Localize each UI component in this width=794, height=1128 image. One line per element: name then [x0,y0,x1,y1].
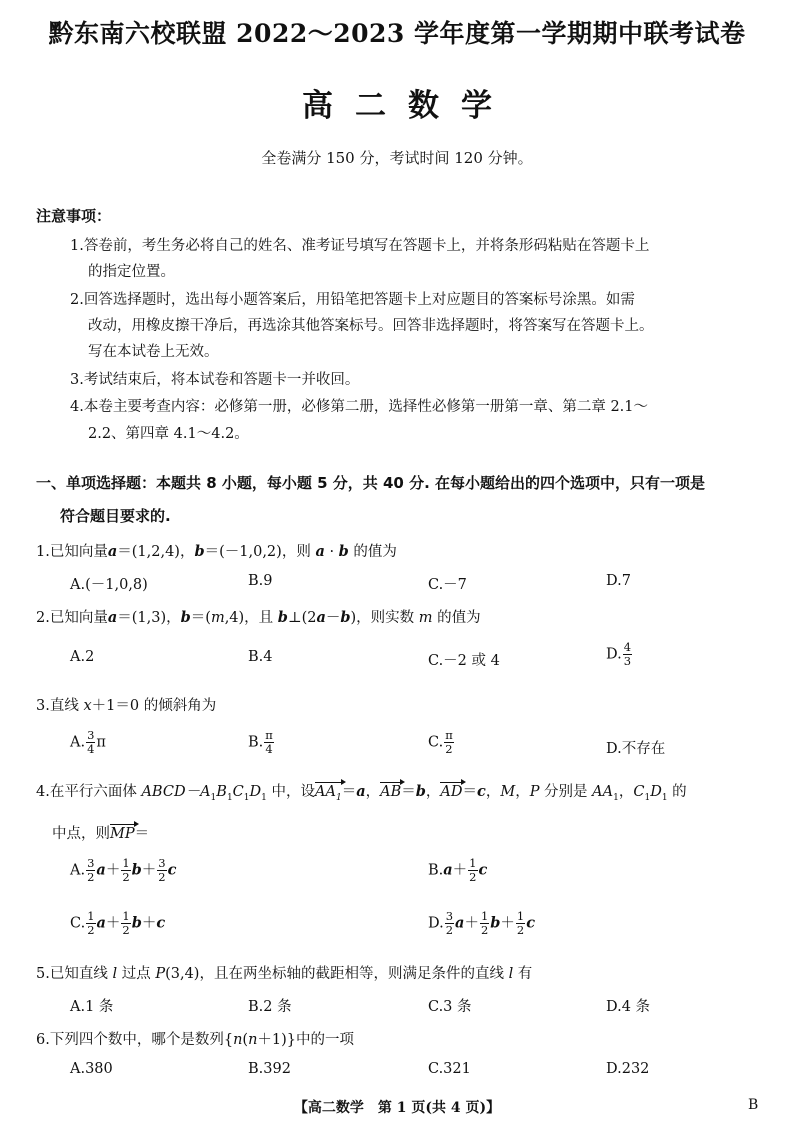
fraction-denominator: 4 [265,742,273,756]
point-M: M [500,784,516,800]
exam-info: 全卷满分 150 分，考试时间 120 分钟。 [261,149,533,167]
segment-C1D1: D [650,784,662,800]
plus-sign: ＋ [141,915,157,932]
subscript: 1 [261,792,267,803]
fraction-numerator: 1 [480,909,489,923]
fraction-denominator: 4 [87,742,95,756]
q4-option-d[interactable] [428,910,535,937]
plus-sign: ＋ [105,915,121,932]
plus-sign: ＋ [141,862,157,879]
vec-c: c [526,914,536,932]
question-1-stem [36,540,397,561]
q1-text: ＝(1,2,4)， [117,544,195,560]
exam-title: 黔东南六校联盟 2022～2023 学年度第一学期期中联考试卷 [48,19,746,48]
q5-option-a[interactable]: A.1 条 [70,999,114,1015]
fraction-denominator: 2 [87,923,95,937]
vec-b: b [131,861,142,879]
q5-option-c[interactable]: C.3 条 [428,999,472,1015]
fraction-numerator: π [265,728,273,742]
q4-vec-b: b [415,783,426,800]
option-label: C. [70,915,86,932]
fraction-denominator: 2 [445,742,453,756]
fraction [516,910,525,937]
vec-c: c [156,914,166,932]
q6-option-c[interactable]: C.321 [428,1061,471,1077]
q1-text: 的值为 [348,544,397,560]
question-3-stem [36,694,216,715]
subscript: 1 [613,792,619,803]
q1-text: 1.已知向量 [36,544,108,560]
plus-sign: ＋ [105,862,121,879]
option-label: D. [428,915,444,932]
q4-text: 中点，则 [52,826,110,842]
subscript: 1 [210,792,217,803]
point-P: P [155,966,166,982]
q2-text: 2.已知向量 [36,610,108,626]
fraction-numerator: 3 [87,728,95,742]
fraction-numerator: 1 [469,856,477,870]
section-heading: 一、单项选择题：本题共 8 小题，每小题 5 分，共 40 分. 在每小题给出的四个选项中，只有一项是 [36,474,706,492]
vec-a: a [455,914,465,932]
notice-line: 2.回答选择题时，选出每小题答案后，用铅笔把答题卡上对应题目的答案标号涂黑。如需 [70,292,635,308]
q4-option-b[interactable] [428,857,487,884]
q1-option-c[interactable]: C.－7 [428,577,467,593]
vec-c: c [167,861,177,879]
q1-option-b[interactable]: B.9 [248,573,273,589]
subscript: 1 [661,792,668,803]
q2-option-a[interactable]: A.2 [70,649,95,665]
page-footer: 【高二数学 第 1 页(共 4 页)】 [293,1100,501,1116]
vector-MP: MP [110,826,135,842]
notice-line: 2.2、第四章 4.1～4.2。 [88,426,249,442]
subscript: 1 [243,792,250,803]
fraction-numerator: 1 [122,856,130,870]
fraction-denominator: 2 [480,923,489,937]
fraction [445,910,454,937]
version-label: B [748,1097,759,1113]
line-l: l [508,966,514,982]
q4-solid: B [216,784,227,800]
q2-var-m: m [210,610,225,626]
q5-text: 有 [513,966,533,982]
fraction-numerator: 1 [87,909,95,923]
question-2-stem [36,606,481,627]
q2-option-b[interactable]: B.4 [248,649,273,665]
fraction-denominator: 2 [445,923,454,937]
q4-text: ， [485,784,501,800]
q4-text: ， [425,784,441,800]
q4-text: ， [618,784,634,800]
fraction [86,857,95,884]
q2-text: 的值为 [432,610,481,626]
q2-text: ＝(1,3)， [117,610,181,626]
vector-AD: AD [440,784,463,800]
fraction-numerator: π [445,728,453,742]
segment-AA1: AA [592,784,614,800]
q1-option-a[interactable]: A.(－1,0,8) [70,577,148,593]
q5-text: 5.已知直线 [36,966,113,982]
plus-sign: ＋ [464,915,479,932]
q6-option-d[interactable]: D.232 [606,1061,650,1077]
fraction [264,729,274,756]
option-label: B. [428,862,444,879]
q4-text: ＝ [134,826,150,842]
fraction [480,910,489,937]
subject-title: 高二数学 [302,88,514,124]
var-n: n [233,1032,243,1048]
fraction-numerator: 1 [516,909,525,923]
q2-text: ,4)，且 [224,610,278,626]
segment-C1D1: C [633,784,645,800]
q6-option-b[interactable]: B.392 [248,1061,291,1077]
q1-vec-b: b [194,543,205,560]
vec-b: b [131,914,142,932]
q4-text: 中，设 [266,784,315,800]
q2-option-d[interactable] [606,641,633,668]
q4-text: 4.在平行六面体 [36,784,142,800]
var-n: n [248,1032,258,1048]
q2-vec-b: b [180,609,191,626]
q2-vec-b: b [277,609,288,626]
q4-solid: C [232,784,244,800]
option-label: D. [606,646,622,663]
q3-var-x: x [83,698,92,714]
q4-vec-c: c [476,783,486,800]
q4-solid: ABCD－A [141,784,211,800]
q3-option-b[interactable] [248,729,275,756]
fraction-denominator: 2 [469,870,477,884]
q4-solid: D [249,784,262,800]
q1-text: · [324,544,339,560]
q4-vec-a: a [356,783,366,800]
q5-text: (3,4)，且在两坐标轴的截距相等，则满足条件的直线 [165,966,509,982]
vec-a: a [96,861,106,879]
notice-line: 改动，用橡皮擦干净后，再选涂其他答案标号。回答非选择题时，将答案写在答题卡上。 [88,318,654,334]
fraction [468,857,477,884]
fraction [157,857,166,884]
q5-option-d[interactable]: D.4 条 [606,999,651,1015]
option-label: A. [70,734,86,751]
fraction [121,910,130,937]
q4-text: 分别是 [539,784,593,800]
q2-var-m: m [418,610,433,626]
plus-sign: ＋ [452,862,468,879]
option-label: C. [428,734,444,751]
q2-text: )，则实数 [350,610,419,626]
q1-option-d[interactable]: D.7 [606,573,631,589]
q1-text: ＝(－1,0,2)，则 [204,544,316,560]
subscript: 1 [335,792,342,803]
section-heading-cont: 符合题目要求的. [60,507,171,525]
q2-vec-b: b [340,609,351,626]
q4-text: ＝ [401,784,416,800]
q1-vec-a: a [107,543,118,560]
subscript: 1 [226,792,233,803]
fraction-denominator: 2 [122,923,130,937]
fraction [623,641,632,668]
q4-text: ， [515,784,530,800]
fraction-numerator: 3 [158,856,166,870]
fraction-numerator: 4 [623,640,632,654]
q2-text: － [325,610,341,626]
fraction-numerator: 1 [122,909,130,923]
q4-text: 的 [667,784,687,800]
pi-symbol: π [96,734,106,751]
vec-a: a [443,861,453,879]
q4-text: ＝ [341,784,357,800]
fraction [444,729,454,756]
q1-vec-b: b [338,543,349,560]
q4-option-c[interactable] [70,910,165,937]
q4-text: ＝ [462,784,477,800]
q2-text: ⊥(2 [287,610,317,626]
fraction-denominator: 3 [623,654,632,668]
q4-text: ， [365,784,381,800]
fraction-denominator: 2 [516,923,525,937]
fraction-denominator: 2 [158,870,166,884]
subscript: 1 [644,792,651,803]
q5-text: 过点 [117,966,156,982]
notice-line: 4.本卷主要考查内容：必修第一册，必修第二册，选择性必修第一册第一章、第二章 2.1～ [70,399,648,415]
vec-b: b [490,914,501,932]
plus-sign: ＋ [500,915,515,932]
q3-option-d[interactable]: D.不存在 [606,741,666,757]
q3-option-a[interactable] [70,729,106,756]
vec-c: c [478,861,488,879]
option-label: B. [248,734,264,751]
question-4-stem-cont [52,822,149,843]
fraction-denominator: 2 [122,870,130,884]
question-6-stem [36,1028,354,1049]
fraction [121,857,130,884]
q3-text: ＋1＝0 的倾斜角为 [91,698,217,714]
question-5-stem [36,962,532,983]
vector-AA1 [315,784,342,803]
q4-option-a[interactable] [70,857,176,884]
q2-option-c[interactable]: C.－2 或 4 [428,653,500,669]
notice-line: 的指定位置。 [88,264,175,280]
notice-line: 写在本试卷上无效。 [88,344,219,360]
vector-label: AA [315,784,336,800]
q6-option-a[interactable]: A.380 [70,1061,113,1077]
fraction [86,729,95,756]
q2-text: ＝( [190,610,211,626]
vec-a: a [96,914,106,932]
notice-line: 3.考试结束后，将本试卷和答题卡一并收回。 [70,372,360,388]
fraction-numerator: 3 [87,856,95,870]
q2-vec-a: a [316,609,326,626]
line-l: l [112,966,118,982]
q6-text: ( [242,1032,249,1048]
q6-text: ＋1)}中的一项 [257,1032,355,1048]
q6-text: 6.下列四个数中，哪个是数列{ [36,1032,234,1048]
fraction-numerator: 3 [445,909,454,923]
fraction [86,910,95,937]
q3-option-c[interactable] [428,729,455,756]
q1-vec-a: a [315,543,325,560]
notice-heading: 注意事项： [36,207,112,225]
fraction-denominator: 2 [87,870,95,884]
q2-vec-a: a [107,609,118,626]
q3-text: 3.直线 [36,698,84,714]
option-label: A. [70,862,86,879]
point-P: P [529,784,540,800]
vector-AB: AB [380,784,402,800]
notice-line: 1.答卷前，考生务必将自己的姓名、准考证号填写在答题卡上，并将条形码粘贴在答题卡上 [70,238,650,254]
question-4-stem [36,780,687,803]
q5-option-b[interactable]: B.2 条 [248,999,292,1015]
